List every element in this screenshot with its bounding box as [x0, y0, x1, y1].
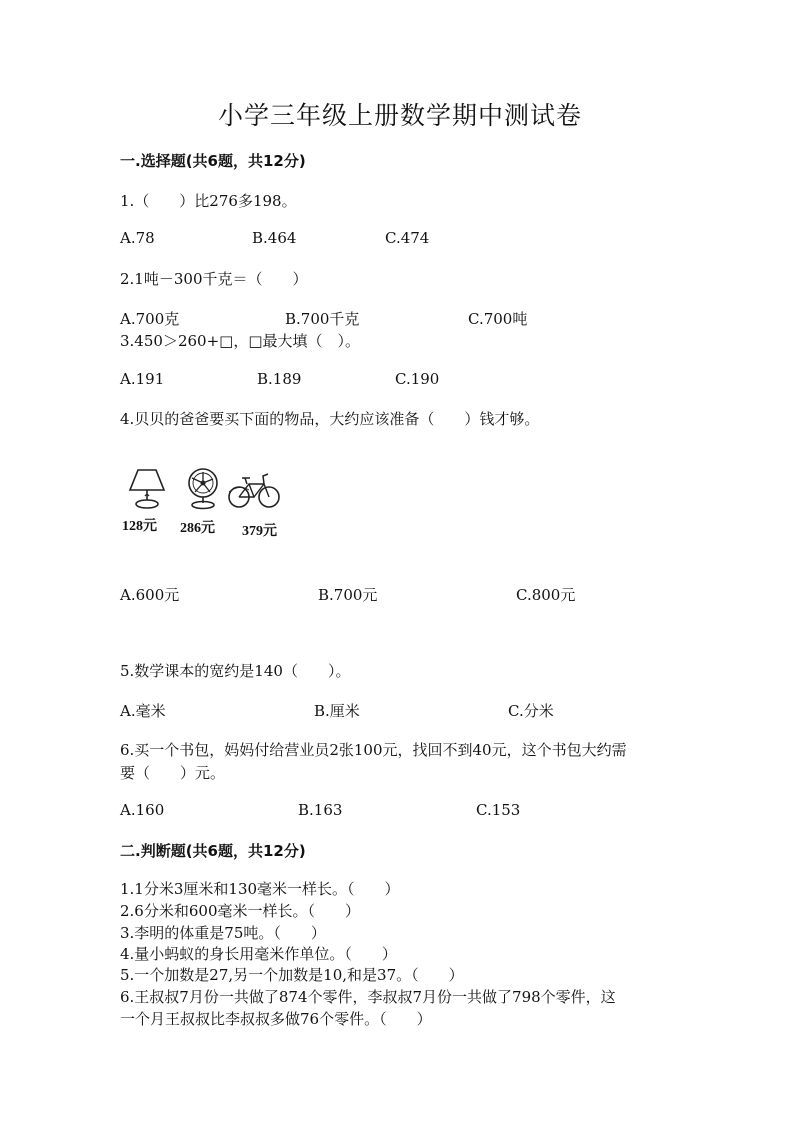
option-1b: B.464	[252, 229, 297, 247]
option-2a: A.700克	[120, 310, 180, 328]
price-label-lamp: 128元	[122, 519, 157, 534]
option-5a: A.毫米	[120, 702, 166, 720]
question-6-line2: 要（ ）元。	[120, 764, 226, 782]
judgement-item-6-line2: 一个月王叔叔比李叔叔多做76个零件。（ ）	[120, 1010, 432, 1028]
lamp-icon	[126, 468, 168, 510]
judgement-item-3: 3.李明的体重是75吨。（ ）	[120, 924, 326, 942]
question-5: 5.数学课本的宽约是140（ ）。	[120, 662, 351, 680]
option-4b: B.700元	[318, 586, 378, 604]
price-label-bicycle: 379元	[242, 524, 277, 539]
bicycle-icon	[226, 470, 282, 512]
judgement-item-1: 1.1分米3厘米和130毫米一样长。（ ）	[120, 880, 400, 898]
question-1: 1.（ ）比276多198。	[120, 192, 297, 210]
question-2: 2.1吨－300千克＝（ ）	[120, 270, 308, 288]
question-3: 3.450＞260+□，□最大填（ ）。	[120, 332, 360, 350]
option-6a: A.160	[120, 801, 165, 819]
option-3c: C.190	[395, 370, 440, 388]
section-heading-judgement: 二.判断题(共6题，共12分)	[120, 842, 306, 860]
question-4: 4.贝贝的爸爸要买下面的物品，大约应该准备（ ）钱才够。	[120, 410, 540, 428]
judgement-item-2: 2.6分米和600毫米一样长。（ ）	[120, 902, 360, 920]
option-4c: C.800元	[516, 586, 576, 604]
option-3b: B.189	[257, 370, 302, 388]
page-title: 小学三年级上册数学期中测试卷	[217, 101, 582, 130]
price-label-fan: 286元	[180, 521, 215, 536]
question-6-line1: 6.买一个书包，妈妈付给营业员2张100元，找回不到40元，这个书包大约需	[120, 741, 627, 759]
option-5b: B.厘米	[314, 702, 360, 720]
option-6c: C.153	[476, 801, 521, 819]
section-heading-choice: 一.选择题(共6题，共12分)	[120, 152, 306, 170]
judgement-item-6-line1: 6.王叔叔7月份一共做了874个零件，李叔叔7月份一共做了798个零件，这	[120, 988, 616, 1006]
judgement-item-4: 4.量小蚂蚁的身长用毫米作单位。（ ）	[120, 945, 397, 963]
option-2c: C.700吨	[468, 310, 528, 328]
fan-icon	[183, 466, 223, 510]
option-2b: B.700千克	[285, 310, 360, 328]
option-6b: B.163	[298, 801, 343, 819]
option-1a: A.78	[120, 229, 155, 247]
option-5c: C.分米	[508, 702, 554, 720]
judgement-item-5: 5.一个加数是27,另一个加数是10,和是37。（ ）	[120, 966, 464, 984]
option-1c: C.474	[385, 229, 430, 247]
option-3a: A.191	[120, 370, 165, 388]
option-4a: A.600元	[120, 586, 180, 604]
